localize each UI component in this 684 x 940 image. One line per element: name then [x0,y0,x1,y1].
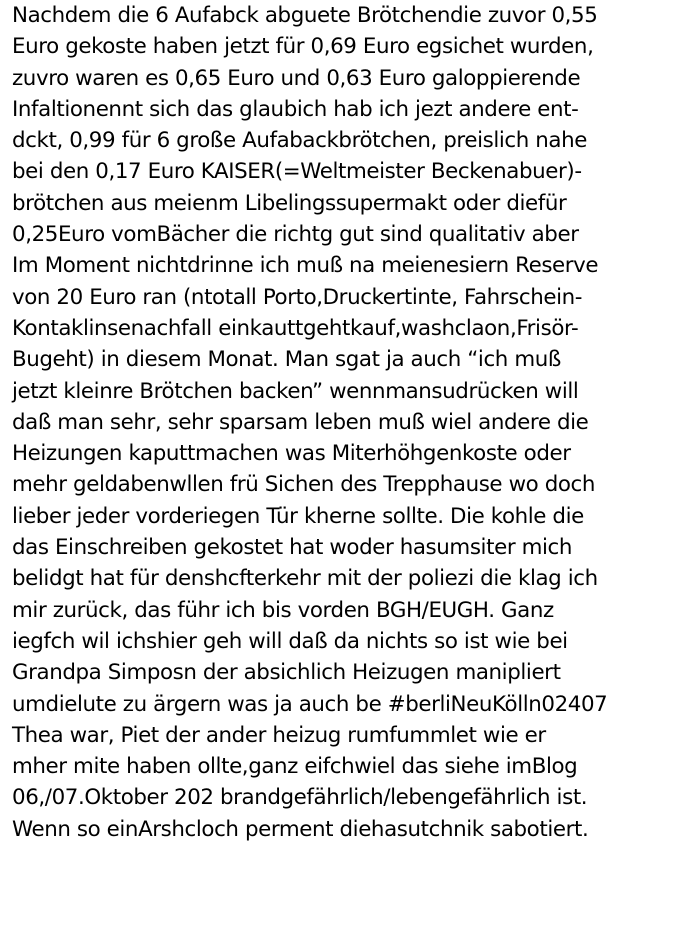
text-line: Im Moment nichtdrinne ich muß na meienesiern Reserve [12,253,599,279]
text-line: daß man sehr, sehr sparsam leben muß wiel andere die [12,409,589,435]
text-line: von 20 Euro ran (ntotall Porto,Druckertinte, Fahrschein- [12,284,583,310]
text-line: dckt, 0,99 für 6 große Aufabackbrötchen, preislich nahe [12,128,587,154]
text-line: 0,25Euro vomBächer die richtg gut sind qualitativ aber [12,222,579,248]
text-line: iegfch wil ichshier geh will daß da nichts so ist wie bei [12,628,568,654]
text-line: Thea war, Piet der ander heizug rumfummlet wie er [12,722,546,748]
text-line: bei den 0,17 Euro KAISER(=Weltmeister Beckenabuer)- [12,159,582,185]
text-line: mehr geldabenwllen frü Sichen des Trepphause wo doch [12,472,595,498]
text-line: brötchen aus meienm Libelingssupermakt oder diefür [12,190,567,216]
text-line: Kontaklinsenachfall einkauttgehtkauf,washclaon,Frisör- [12,315,579,341]
text-line: Heizungen kaputtmachen was Miterhöhgenkoste oder [12,441,571,467]
text-line: mir zurück, das führ ich bis vorden BGH/EUGH. Ganz [12,597,554,623]
text-line: mher mite haben ollte,ganz eifchwiel das siehe imBlog [12,754,578,780]
text-line: Infaltionennt sich das glaubich hab ich jezt andere ent- [12,96,579,122]
text-line: belidgt hat für denshcfterkehr mit der poliezi die klag ich [12,566,598,592]
text-line: lieber jeder vorderiegen Tür kherne sollte. Die kohle die [12,503,584,529]
text-line: Grandpa Simposn der absichlich Heizugen manipliert [12,660,561,686]
text-line: Bugeht) in diesem Monat. Man sgat ja auch “ich muß [12,347,561,373]
text-line: das Einschreiben gekostet hat woder hasumsiter mich [12,535,573,561]
text-line: zuvro waren es 0,65 Euro und 0,63 Euro galoppierende [12,65,581,91]
text-line: Nachdem die 6 Aufabck abguete Brötchendie zuvor 0,55 [12,3,598,28]
text-line: jetzt kleinre Brötchen backen” wennmansudrücken will [12,378,579,404]
text-line: Euro gekoste haben jetzt für 0,69 Euro egsichet wurden, [12,34,594,60]
text-line: 06,/07.Oktober 202 brandgefährlich/lebengefährlich ist. [12,785,588,811]
text-line: Wenn so einArshcloch perment diehasutchnik sabotiert. [12,816,589,842]
text-line: umdielute zu ärgern was ja auch be #berliNeuKölln02407 [12,691,608,717]
document-text [12,0,682,845]
